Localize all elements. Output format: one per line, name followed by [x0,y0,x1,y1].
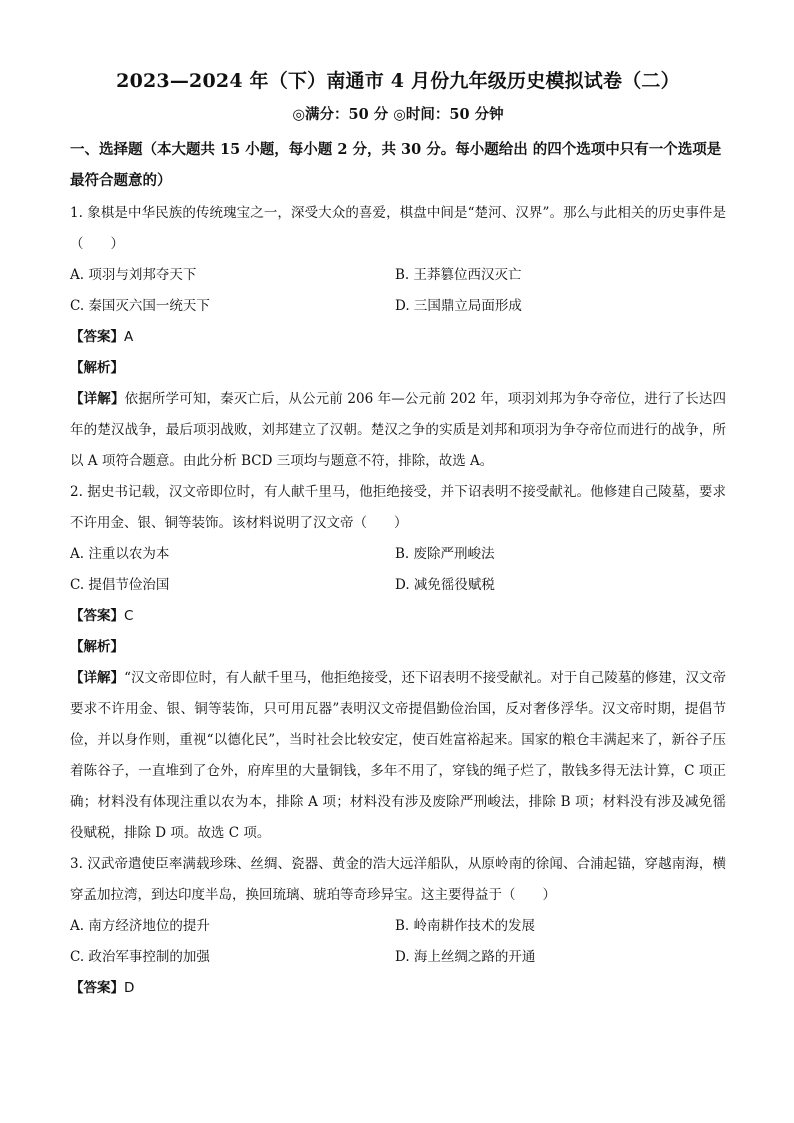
option-a: A. 注重以农为本 [70,546,170,562]
answer-line [70,973,726,1004]
options-list [70,539,726,601]
question-2 [70,477,726,849]
option-d: D. 海上丝绸之路的开通 [395,949,536,965]
detail-paragraph [70,384,726,477]
answer-line [70,322,726,353]
answer-value: C [124,608,134,624]
analysis-label: 【解析】 [70,360,124,376]
detail-label: 【详解】 [70,670,125,686]
option-c: C. 秦国灭六国一统天下 [70,298,210,314]
option-c: C. 提倡节俭治国 [70,577,170,593]
option-b: B. 岭南耕作技术的发展 [395,918,536,934]
answer-value: D [124,980,135,996]
option-a: A. 项羽与刘邦夺天下 [70,267,197,283]
answer-line [70,601,726,632]
question-stem: 2. 据史书记载，汉文帝即位时，有人献千里马，他拒绝接受，并下诏表明不接受献礼。他修建自己陵墓，要求不许用金、银、铜等装饰。该材料说明了汉文帝（ ） [70,484,726,531]
question-1 [70,198,726,477]
detail-paragraph [70,663,726,849]
question-stem: 1. 象棋是中华民族的传统瑰宝之一，深受大众的喜爱，棋盘中间是“楚河、汉界”。那么与此相关的历史事件是（ ） [70,205,726,252]
analysis-line [70,353,726,384]
exam-page [70,64,726,1004]
answer-value: A [124,329,134,345]
answer-label: 【答案】 [70,329,124,345]
option-a: A. 南方经济地位的提升 [70,918,210,934]
page-title: 2023—2024 年（下）南通市 4 月份九年级历史模拟试卷（二） [116,70,680,92]
detail-text: 依据所学可知，秦灭亡后，从公元前 206 年—公元前 202 年，项羽刘邦为争夺帝位，进行了长达四年的楚汉战争，最后项羽战败，刘邦建立了汉朝。楚汉之争的实质是刘邦和项羽为争夺帝位而进行的战争，所以 A 项符合题意。由此分析 BCD 三项均与题意不符，排除，故选 A。 [70,391,726,469]
analysis-line [70,632,726,663]
question-3 [70,849,726,1004]
analysis-label: 【解析】 [70,639,124,655]
detail-text: “汉文帝即位时，有人献千里马，他拒绝接受，还下诏表明不接受献礼。对于自己陵墓的修建，汉文帝要求不许用金、银、铜等装饰，只可用瓦器”表明汉文帝提倡勤俭治国，反对奢侈浮华。汉文帝时期，提倡节俭，并以身作则，重视“以德化民”，当时社会比较安定，使百姓富裕起来。国家的粮仓丰满起来了，新谷子压着陈谷子，一直堆到了仓外，府库里的大量铜钱，多年不用了，穿钱的绳子烂了，散钱多得无法计算，C 项正确；材料没有体现注重以农为本，排除 A 项；材料没有涉及废除严刑峻法，排除 B 项；材料没有涉及减免徭役赋税，排除 D 项。故选 C 项。 [70,670,726,841]
option-d: D. 减免徭役赋税 [395,577,495,593]
question-stem: 3. 汉武帝遣使臣率满载珍珠、丝绸、瓷器、黄金的浩大远洋船队，从原岭南的徐闻、合浦起锚，穿越南海，横穿孟加拉湾，到达印度半岛，换回琉璃、琥珀等奇珍异宝。这主要得益于（ ） [70,856,726,903]
answer-label: 【答案】 [70,608,124,624]
exam-meta: ◎满分：50 分 ◎时间：50 分钟 [292,106,504,123]
detail-label: 【详解】 [70,391,125,407]
options-list [70,911,726,973]
answer-label: 【答案】 [70,980,124,996]
section-heading: 一、选择题（本大题共 15 小题，每小题 2 分，共 30 分。每小题给出 的四个选项中只有一个选项是最符合题意的） [70,141,722,189]
options-list [70,260,726,322]
option-c: C. 政治军事控制的加强 [70,949,210,965]
option-d: D. 三国鼎立局面形成 [395,298,522,314]
option-b: B. 废除严刑峻法 [395,546,495,562]
option-b: B. 王莽篡位西汉灭亡 [395,267,522,283]
